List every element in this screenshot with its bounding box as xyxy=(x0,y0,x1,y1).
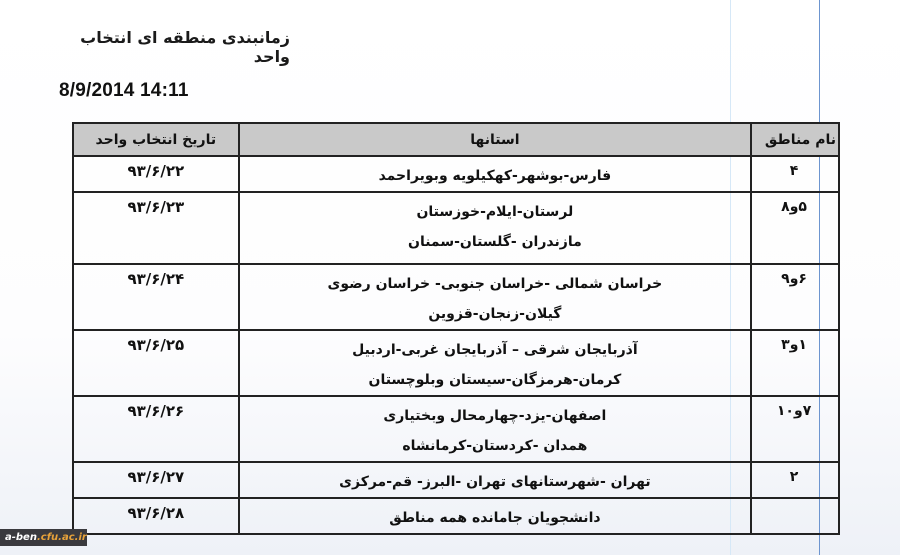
document-timestamp: 8/9/2014 14:11 xyxy=(59,80,189,101)
provinces-cell xyxy=(239,462,752,498)
provinces-line: فارس-بوشهر-کهکیلویه وبویراحمد xyxy=(378,168,612,184)
table-row xyxy=(73,396,839,462)
table-row xyxy=(73,192,839,264)
table-row xyxy=(73,264,839,330)
provinces-line: گیلان-زنجان-قزوین xyxy=(428,306,562,322)
provinces-cell xyxy=(239,156,752,192)
region-cell: ۷و۱۰ xyxy=(751,396,839,462)
table-header-row xyxy=(73,123,839,156)
provinces-line: خراسان شمالی -خراسان جنوبی- خراسان رضوی xyxy=(327,276,663,292)
table-row xyxy=(73,156,839,192)
provinces-line: دانشجویان جامانده همه مناطق xyxy=(389,510,601,526)
provinces-line: کرمان-هرمزگان-سیستان وبلوچستان xyxy=(368,372,622,388)
date-cell: ۹۳/۶/۲۴ xyxy=(73,264,239,330)
region-cell: ۶و۹ xyxy=(751,264,839,330)
table-row xyxy=(73,462,839,498)
region-cell: ۴ xyxy=(751,156,839,192)
provinces-line: آذربایجان شرقی – آذربایجان غربی-اردبیل xyxy=(352,342,638,358)
provinces-line: مازندران -گلستان-سمنان xyxy=(408,234,582,250)
site-watermark xyxy=(0,529,87,546)
region-cell: ۲ xyxy=(751,462,839,498)
document-title: زمانبندی منطقه ای انتخاب واحد xyxy=(80,28,290,66)
table-row xyxy=(73,498,839,534)
provinces-line: اصفهان-یزد-چهارمحال وبختیاری xyxy=(383,408,607,424)
provinces-cell xyxy=(239,264,752,330)
date-cell: ۹۳/۶/۲۷ xyxy=(73,462,239,498)
provinces-line: تهران -شهرستانهای تهران -البرز- قم-مرکزی xyxy=(339,474,651,490)
date-cell: ۹۳/۶/۲۳ xyxy=(73,192,239,264)
schedule-table xyxy=(72,122,840,535)
provinces-cell xyxy=(239,330,752,396)
region-cell: ۱و۳ xyxy=(751,330,839,396)
watermark-domain: .cfu.ac.ir xyxy=(36,532,87,543)
provinces-line: همدان -کردستان-کرمانشاه xyxy=(402,438,588,454)
provinces-line: لرستان-ایلام-خوزستان xyxy=(416,204,574,220)
provinces-cell xyxy=(239,192,752,264)
header-date: تاریخ انتخاب واحد xyxy=(73,123,239,156)
date-cell: ۹۳/۶/۲۲ xyxy=(73,156,239,192)
table-row xyxy=(73,330,839,396)
date-cell: ۹۳/۶/۲۶ xyxy=(73,396,239,462)
region-cell xyxy=(751,498,839,534)
date-cell: ۹۳/۶/۲۸ xyxy=(73,498,239,534)
watermark-prefix: a-ben xyxy=(5,532,37,543)
provinces-cell xyxy=(239,396,752,462)
header-provinces: استانها xyxy=(239,123,752,156)
date-cell: ۹۳/۶/۲۵ xyxy=(73,330,239,396)
header-region: نام مناطق xyxy=(751,123,839,156)
provinces-cell xyxy=(239,498,752,534)
region-cell: ۵و۸ xyxy=(751,192,839,264)
